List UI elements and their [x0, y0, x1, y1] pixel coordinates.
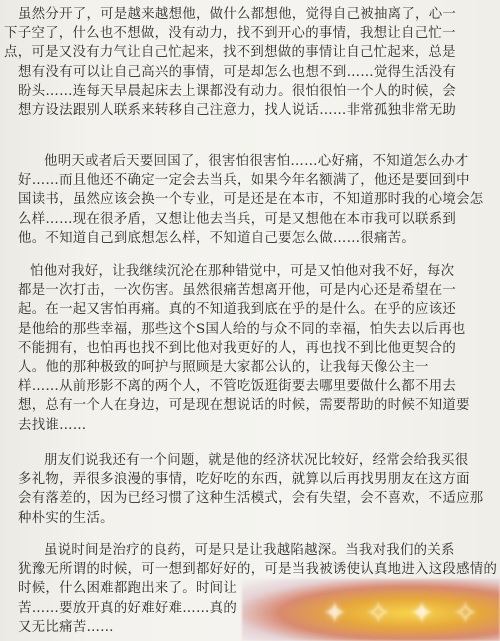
text-line: 不能拥有，也怕再也找不到比他对我更好的人，再也找不到比他更契合的 [18, 340, 457, 356]
paragraph-1 [0, 5, 500, 120]
text-line: 虽然分开了，可是越来越想他，做什么都想他，觉得自己被抽离了，心一 [18, 7, 457, 22]
text-line: 是他给的那些幸福，那些这个S国人给的与众不同的幸福，怕失去以后再也 [18, 321, 466, 337]
text-line: 朋友们说我还有一个问题，就是他的经济状况比较好，经常会给我买很 [44, 453, 469, 468]
text-line: 又无比痛苦…… [18, 619, 114, 635]
text-line: 国读书，虽然应该会换一个专业，可是还是在本市，不知道那时我的心境会怎 [18, 192, 484, 208]
text-line: 他明天或者后天要回国了，很害怕很害怕……心好痛，不知道怎么办才 [44, 154, 469, 169]
paragraph-4 [0, 451, 500, 528]
text-line: 想，总有一个人在身边，可是现在想说话的时候，需要帮助的时候不知道要 [18, 398, 470, 414]
text-line: 么样……现在很矛盾，又想让他去当兵，可是又想他在本市我可以联系到 [18, 211, 457, 227]
text-line: 样……从前形影不离的两个人，不管吃饭逛街要去哪里要做什么都不用去 [18, 379, 457, 395]
text-line: 他。不知道自己到底想怎么样，不知道自己要怎么做……很痛苦。 [18, 230, 416, 246]
text-line: 想有没有可以让自己高兴的事情，可是却怎么也想不到……觉得生活没有 [18, 64, 457, 80]
text-line: 好……而且他还不确定一定会去当兵，如果今年名额满了，他还是要回到中 [18, 173, 470, 189]
text-line: 犹豫无所谓的时候，可一想到都好好的，可是当我被诱使认真地进入这段感情的 [18, 562, 498, 578]
text-line: 人。他的那种极致的呵护与照顾是大家都公认的，让我每天像公主一 [18, 359, 429, 375]
text-line: 多礼物，弄很多浪漫的事情，吃好吃的东西，就算以后再找男朋友在这方面 [18, 472, 470, 488]
text-line: 盼头……连每天早晨起床去上课都没有动力。很怕很怕一个人的时候，会 [18, 83, 457, 99]
text-line: 虽说时间是治疗的良药，可是只是让我越陷越深。当我对我们的关系 [44, 543, 455, 558]
text-line: 时候，什么困难都跑出来了。时间让 [18, 581, 238, 597]
text-line: 起。在一起又害怕再痛。真的不知道我到底在乎的是什么。在乎的应该还 [18, 302, 457, 318]
text-line: 苦……要放开真的好难好难……真的 [18, 600, 238, 616]
text-line: 种朴实的生活。 [18, 510, 114, 526]
paragraph-3 [0, 262, 500, 435]
text-line: 都是一次打击，一次伤害。虽然很痛苦想离开他，可是内心还是希望在一 [18, 283, 457, 299]
watermark-logo [242, 579, 500, 641]
text-line: 怕他对我好，让我继续沉沦在那种错觉中，可是又怕他对我不好，每次 [30, 264, 455, 279]
text-line: 点，可是又没有力气让自己忙起来，找不到想做的事情让自己忙起来，总是 [4, 45, 456, 61]
text-line: 去找谁…… [18, 417, 87, 433]
text-line: 想方设法跟别人联系来转移自己注意力，找人说话……非常孤独非常无助 [18, 102, 457, 118]
text-line: 会有落差的，因为已经习惯了这种生活模式，会有失望，会不喜欢，不适应那 [18, 491, 484, 507]
paragraph-2 [0, 152, 500, 248]
watermark-glyphs: ✦ ✧ ✦ ✧ [322, 596, 482, 631]
text-line: 下子空了，什么也不想做，没有动力，找不到开心的事情，我想让自己忙一 [4, 26, 456, 42]
